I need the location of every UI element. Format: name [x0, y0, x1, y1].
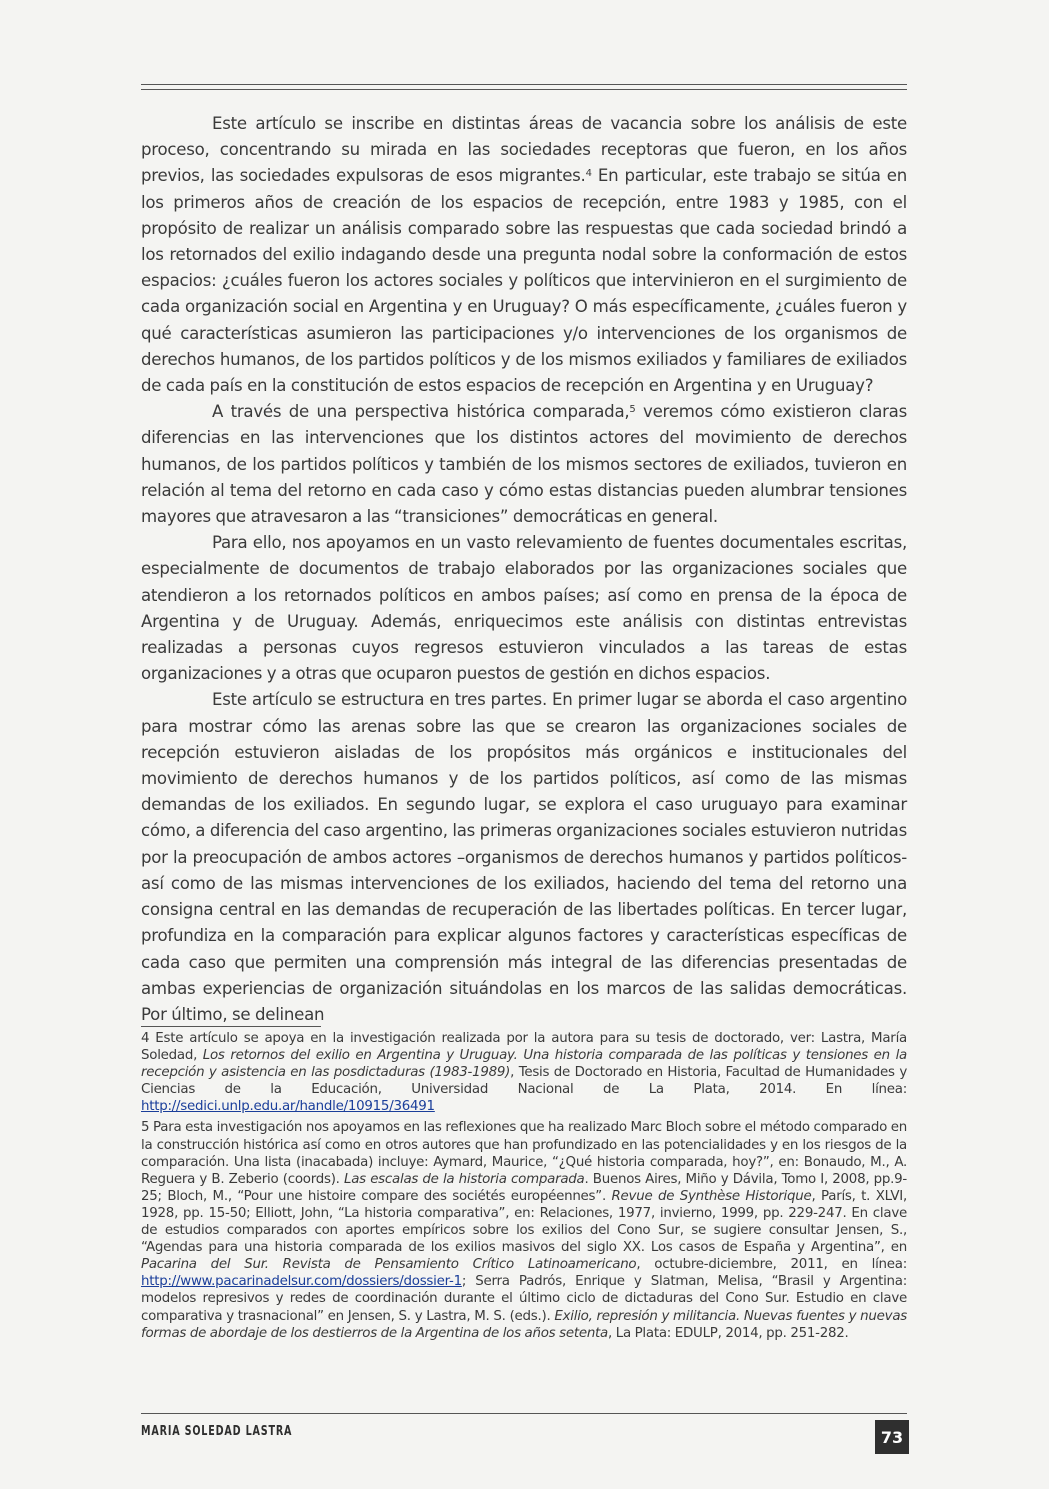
- footnote-separator: [141, 1026, 321, 1027]
- body-text: [141, 111, 907, 1028]
- paragraph-1: Este artículo se inscribe en distintas áreas de vacancia sobre los análisis de este proceso, concentrando su mirada en las sociedades receptoras que fueron, en los años previos, las sociedades expulsoras de esos migrantes.$^4$ En particular, este trabajo se sitúa en los primeros años de creación de los espacios de recepción, entre 1983 y 1985, con el propósito de realizar un análisis comparado sobre las respuestas que cada sociedad brindó a los retornados del exilio indagando desde una pregunta nodal sobre la conformación de estos espacios: ¿cuáles fueron los actores sociales y políticos que intervinieron en el surgimiento de cada organización social en Argentina y en Uruguay? O más específicamente, ¿cuáles fueron y qué características asumieron las participaciones y/o intervenciones de los organismos de derechos humanos, de los partidos políticos y de los mismos exiliados y familiares de exiliados de cada país en la constitución de estos espacios de recepción en Argentina y en Uruguay?: [141, 114, 907, 396]
- footnote-5: 5 Para esta investigación nos apoyamos en las reflexiones que ha realizado Marc Bloch sobre el método comparado en la construcción histórica así como en otros autores que han profundizado en las potencialidades y en los riesgos de la comparación. Una lista (inacabada) incluye: Aymard, Maurice, “¿Qué historia comparada, hoy?”, en: Bonaudo, M., A. Reguera y B. Zeberio (coords). Las escalas de la historia comparada. Buenos Aires, Miño y Dávila, Tomo I, 2008, pp.9-25; Bloch, M., “Pour une histoire compare des sociétés européennes”. Revue de Synthèse Historique, París, t. XLVI, 1928, pp. 15-50; Elliott, John, “La historia comparativa”, en: Relaciones, 1977, invierno, 1999, pp. 229-247. En clave de estudios comparados con aportes empíricos sobre los exilios del Cono Sur, se sugiere consultar Jensen, S., “Agendas para una historia comparada de los exilios masivos del siglo XX. Los casos de España y Argentina”, en Pacarina del Sur. Revista de Pensamiento Crítico Latinoamericano, octubre-diciembre, 2011, en línea: http://www.pacarinadelsur.com/dossiers/dossier-1; Serra Padrós, Enrique y Slatman, Melisa, “Brasil y Argentina: modelos represivos y redes de coordinación durante el último ciclo de dictaduras del Cono Sur. Estudio en clave comparativa y trasnacional” en Jensen, S. y Lastra, M. S. (eds.). Exilio, represión y militancia. Nuevas fuentes y nuevas formas de abordaje de los destierros de la Argentina de los años setenta, La Plata: EDULP, 2014, pp. 251-282.: [141, 1120, 907, 1341]
- paragraph-3: Para ello, nos apoyamos en un vasto relevamiento de fuentes documentales escritas, especialmente de documentos de trabajo elaborados por las organizaciones sociales que atendieron a los retornados políticos en ambos países; así como en prensa de la época de Argentina y de Uruguay. Además, enriquecimos este análisis con distintas entrevistas realizadas a personas cuyos regresos estuvieron vinculados a las tareas de estas organizaciones y a otras que ocuparon puestos de gestión en dichos espacios.: [141, 533, 907, 684]
- footnote-4-link[interactable]: http://sedici.unlp.edu.ar/handle/10915/36491: [141, 1099, 435, 1115]
- footnote-ref-5[interactable]: 5: [629, 404, 636, 416]
- footnote-ref-4[interactable]: 4: [585, 168, 592, 180]
- footnote-5-link[interactable]: http://www.pacarinadelsur.com/dossiers/dossier-1: [141, 1274, 462, 1290]
- footnotes: [141, 1030, 907, 1346]
- page-number: 73: [875, 1420, 909, 1454]
- paragraph-4: Este artículo se estructura en tres partes. En primer lugar se aborda el caso argentino para mostrar cómo las arenas sobre las que se crearon las organizaciones sociales de recepción estuvieron aisladas de los propósitos más orgánicos e institucionales del movimiento de derechos humanos y de los partidos políticos, así como de las mismas demandas de los exiliados. En segundo lugar, se explora el caso uruguayo para examinar cómo, a diferencia del caso argentino, las primeras organizaciones sociales estuvieron nutridas por la preocupación de ambos actores –organismos de derechos humanos y partidos políticos- así como de las mismas intervenciones de los exiliados, haciendo del tema del retorno una consigna central en las demandas de recuperación de las libertades políticas. En tercer lugar, profundiza en la comparación para explicar algunos factores y características específicas de cada caso que permiten una comprensión más integral de las diferencias presentadas de ambas experiencias de organización situándolas en los marcos de las salidas democráticas. Por último, se delinean: [141, 690, 907, 1024]
- footer-rule: [141, 1413, 907, 1414]
- running-footer-author: MARIA SOLEDAD LASTRA: [141, 1424, 293, 1439]
- paragraph-2: A través de una perspectiva histórica comparada,$^5$ veremos cómo existieron claras diferencias en las intervenciones que los distintos actores del movimiento de derechos humanos, de los partidos políticos y también de los mismos sectores de exiliados, tuvieron en relación al tema del retorno en cada caso y cómo estas distancias pueden alumbrar tensiones mayores que atravesaron a las “transiciones” democráticas en general.: [141, 402, 908, 527]
- footnote-4: 4 Este artículo se apoya en la investigación realizada por la autora para su tesis de doctorado, ver: Lastra, María Soledad, Los retornos del exilio en Argentina y Uruguay. Una historia comparada de las políticas y tensiones en la recepción y asistencia en las posdictaduras (1983-1989), Tesis de Doctorado en Historia, Facultad de Humanidades y Ciencias de la Educación, Universidad Nacional de La Plata, 2014. En línea: http://sedici.unlp.edu.ar/handle/10915/36491: [141, 1031, 907, 1115]
- header-double-rule: [141, 84, 907, 90]
